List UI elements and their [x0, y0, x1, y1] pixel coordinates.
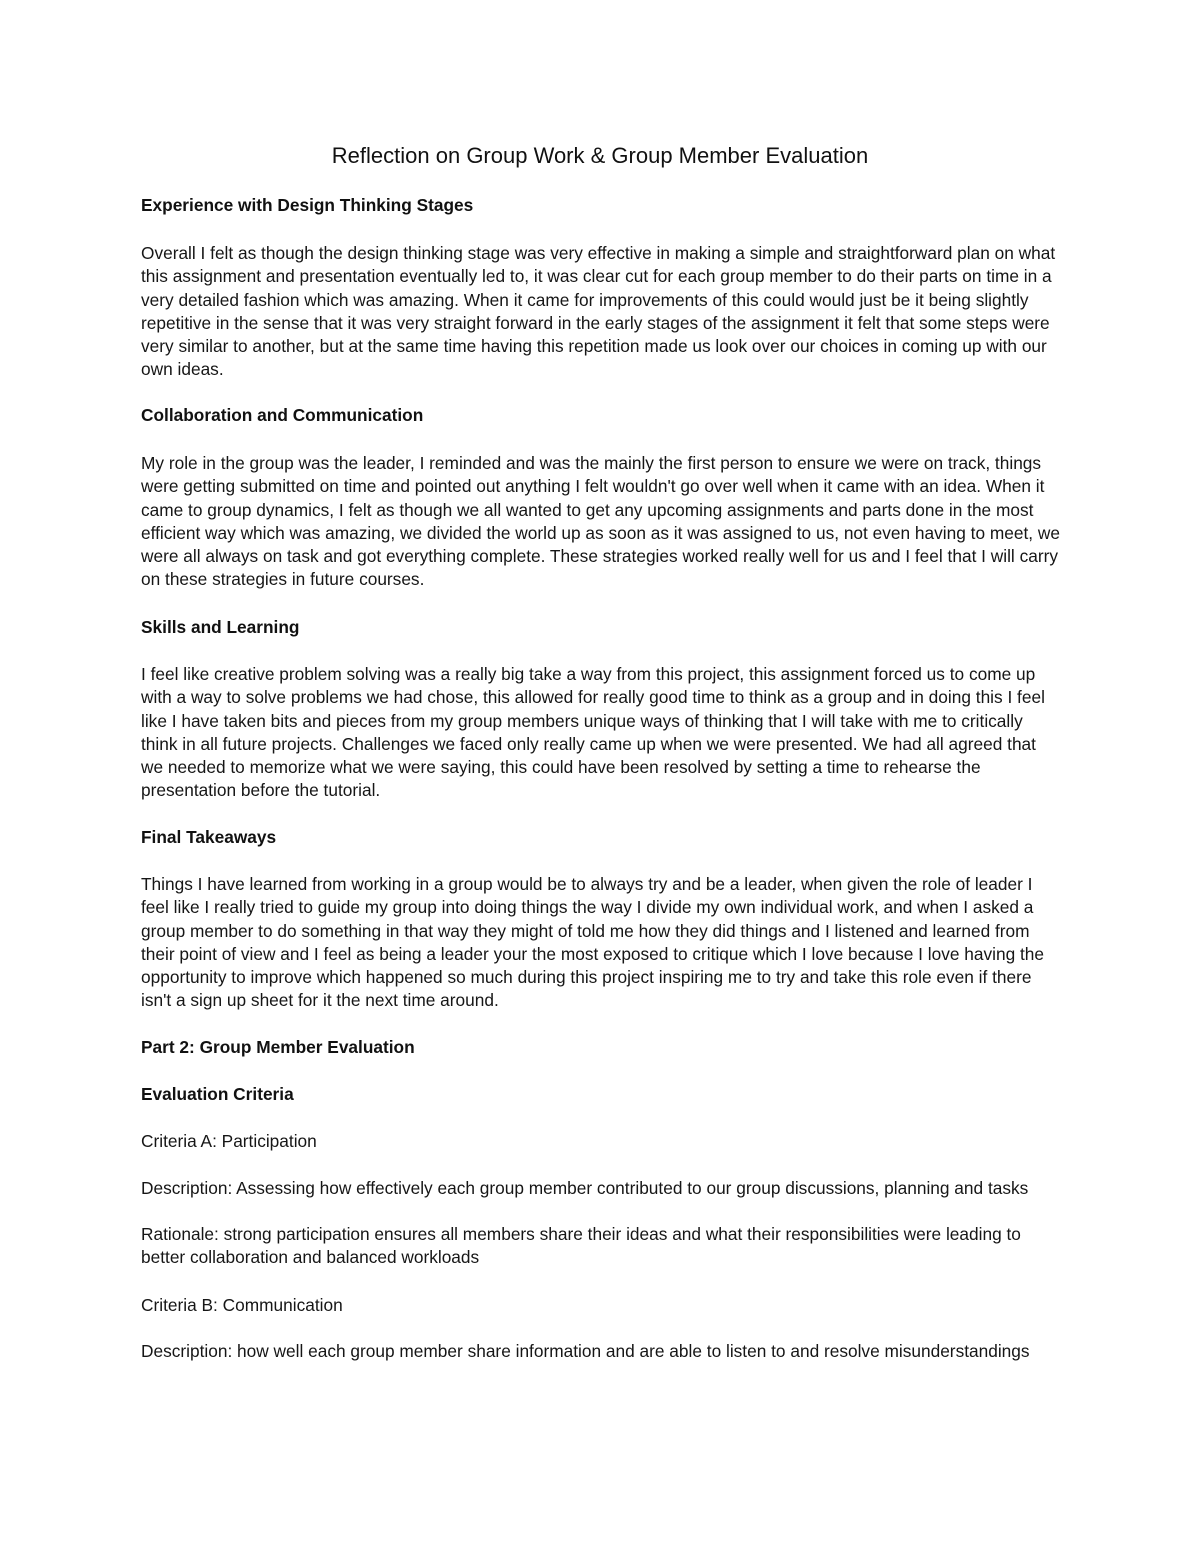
criteria-a-description: Description: Assessing how effectively each group member contributed to our group discussions, planning and tasks — [141, 1178, 1029, 1198]
criteria-b-description: Description: how well each group member share information and are able to listen to and resolve misunderstandings — [141, 1341, 1030, 1361]
document-title: Reflection on Group Work & Group Member Evaluation — [331, 143, 869, 168]
criteria-b-title: Criteria B: Communication — [141, 1295, 343, 1315]
section-heading-design-thinking: Experience with Design Thinking Stages — [141, 195, 474, 215]
section-heading-final-takeaways: Final Takeaways — [141, 827, 277, 847]
criteria-a-title: Criteria A: Participation — [141, 1131, 317, 1151]
section-paragraph-collaboration: My role in the group was the leader, I reminded and was the mainly the first person to ensure we were on track, things were getting submitted on time and pointed out anything I felt wouldn't go over well when it came with an idea. When it came to group dynamics, I felt as though we all wanted to get any upcoming assignments and parts done in the most efficient way which was amazing, we divided the world up as soon as it was assigned to us, not even having to meet, we were all always on task and got everything complete. These strategies worked really well for us and I feel that I will carry on these strategies in future courses. — [141, 453, 1060, 590]
criteria-a-rationale: Rationale: strong participation ensures all members share their ideas and what their responsibilities were leading to better collaboration and balanced workloads — [141, 1224, 1021, 1268]
section-paragraph-design-thinking: Overall I felt as though the design thinking stage was very effective in making a simple and straightforward plan on what this assignment and presentation eventually led to, it was clear cut for each group member to do their parts on time in a very detailed fashion which was amazing. When it came for improvements of this could would just be it being slightly repetitive in the sense that it was very straight forward in the early stages of the assignment it felt that some steps were very similar to another, but at the same time having this repetition made us look over our choices in coming up with our own ideas. — [141, 243, 1056, 380]
section-paragraph-skills: I feel like creative problem solving was a really big take a way from this project, this assignment forced us to come up with a way to solve problems we had chose, this allowed for really good time to think as a group and in doing this I feel like I have taken bits and pieces from my group members unique ways of thinking that I will take with me to critically think in all future projects. Challenges we faced only really came up when we were presented. We had all agreed that we needed to memorize what we were saying, this could have been resolved by setting a time to rehearse the presentation before the tutorial. — [141, 664, 1045, 801]
part2-heading: Part 2: Group Member Evaluation — [141, 1037, 415, 1057]
section-heading-collaboration: Collaboration and Communication — [141, 405, 424, 425]
section-paragraph-final-takeaways: Things I have learned from working in a group would be to always try and be a leader, when given the role of leader I feel like I really tried to guide my group into doing things the way I divide my own individual work, and when I asked a group member to do something in that way they might of told me how they did things and I listened and learned from their point of view and I feel as being a leader your the most exposed to critique which I love because I love having the opportunity to improve which happened so much during this project inspiring me to try and take this role even if there isn't a sign up sheet for it the next time around. — [141, 874, 1045, 1011]
section-heading-skills: Skills and Learning — [141, 617, 300, 637]
evaluation-criteria-heading: Evaluation Criteria — [141, 1084, 294, 1104]
